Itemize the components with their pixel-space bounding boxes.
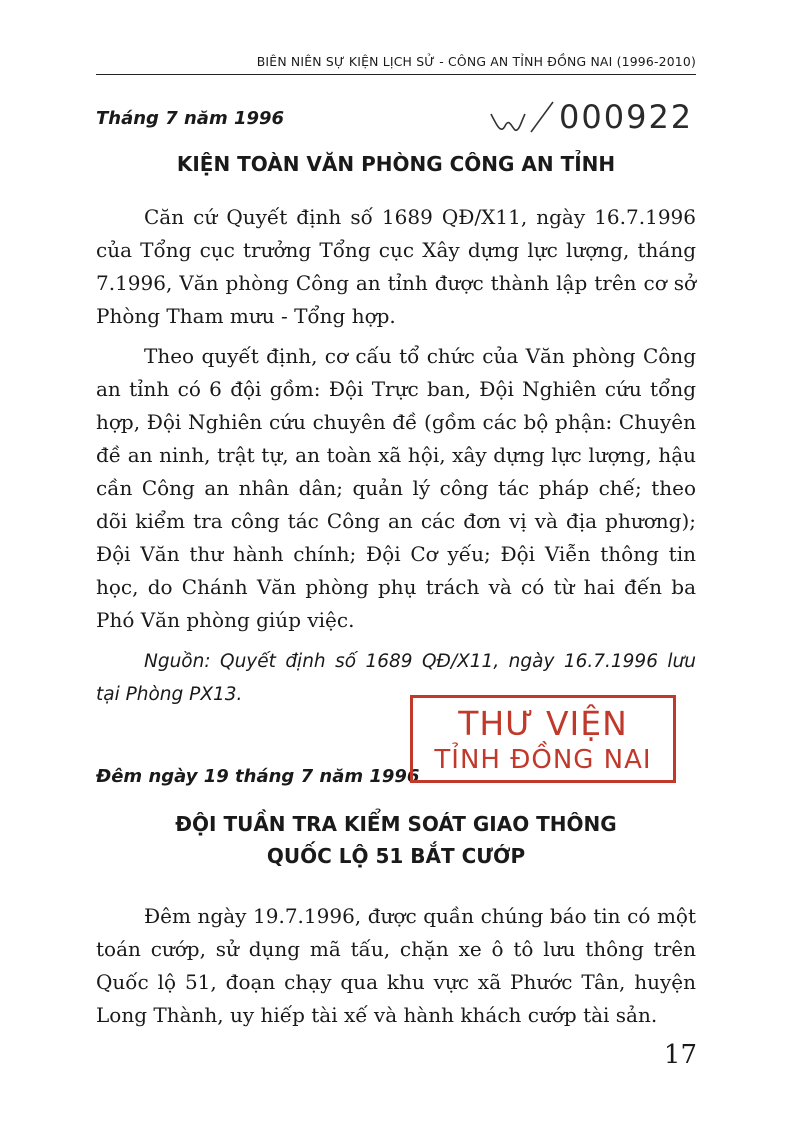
paragraph: Đêm ngày 19.7.1996, được quần chúng báo tin có một toán cướp, sử dụng mã tấu, chặn xe ô tô lưu thông trên Quốc lộ 51, đoạn chạy qua khu vực xã Phước Tân, huyện Long Thành, uy hiếp tài xế và hành khách cướp tài sản.	[96, 904, 696, 1027]
section-title: KIỆN TOÀN VĂN PHÒNG CÔNG AN TỈNH	[176, 152, 616, 176]
section-title: QUỐC LỘ 51 BẮT CƯỚP	[266, 844, 526, 868]
library-stamp	[410, 695, 676, 783]
running-header	[96, 48, 696, 78]
header-rule	[96, 74, 696, 75]
inventory-number: 000922	[559, 98, 694, 136]
paragraph: Căn cứ Quyết định số 1689 QĐ/X11, ngày 16.7.1996 của Tổng cục trưởng Tổng cục Xây dựng lực lượng, tháng 7.1996, Văn phòng Công an tỉnh được thành lập trên cơ sở Phòng Tham mưu - Tổng hợp.	[96, 205, 696, 328]
entry-date: Đêm ngày 19 tháng 7 năm 1996	[96, 766, 420, 787]
stamp-line: TỈNH ĐỒNG NAI	[434, 745, 652, 775]
paragraph: Theo quyết định, cơ cấu tổ chức của Văn phòng Công an tỉnh có 6 đội gồm: Đội Trực ban, Đội Nghiên cứu tổng hợp, Đội Nghiên cứu chuyên đề (gồm các bộ phận: Chuyên đề an ninh, trật tự, an toàn xã hội, xây dựng lực lượng, hậu cần Công an nhân dân; quản lý công tác pháp chế; theo dõi kiểm tra công tác Công an các đơn vị và địa phương); Đội Văn thư hành chính; Đội Cơ yếu; Đội Viễn thông tin học, do Chánh Văn phòng phụ trách và có từ hai đến ba Phó Văn phòng giúp việc.	[96, 344, 696, 632]
source-note: Nguồn: Quyết định số 1689 QĐ/X11, ngày 16.7.1996 lưu tại Phòng PX13.	[96, 651, 696, 705]
section-title: ĐỘI TUẦN TRA KIỂM SOÁT GIAO THÔNG	[175, 812, 617, 836]
running-title: BIÊN NIÊN SỰ KIỆN LỊCH SỬ - CÔNG AN TỈNH ĐỒNG NAI (1996-2010)	[256, 54, 696, 69]
stamp-line: THƯ VIỆN	[458, 704, 628, 743]
page-number: 17	[663, 1040, 697, 1070]
entry-date: Tháng 7 năm 1996	[96, 108, 285, 129]
inventory-stamp	[487, 96, 702, 142]
handwritten-mark-icon	[487, 96, 557, 142]
